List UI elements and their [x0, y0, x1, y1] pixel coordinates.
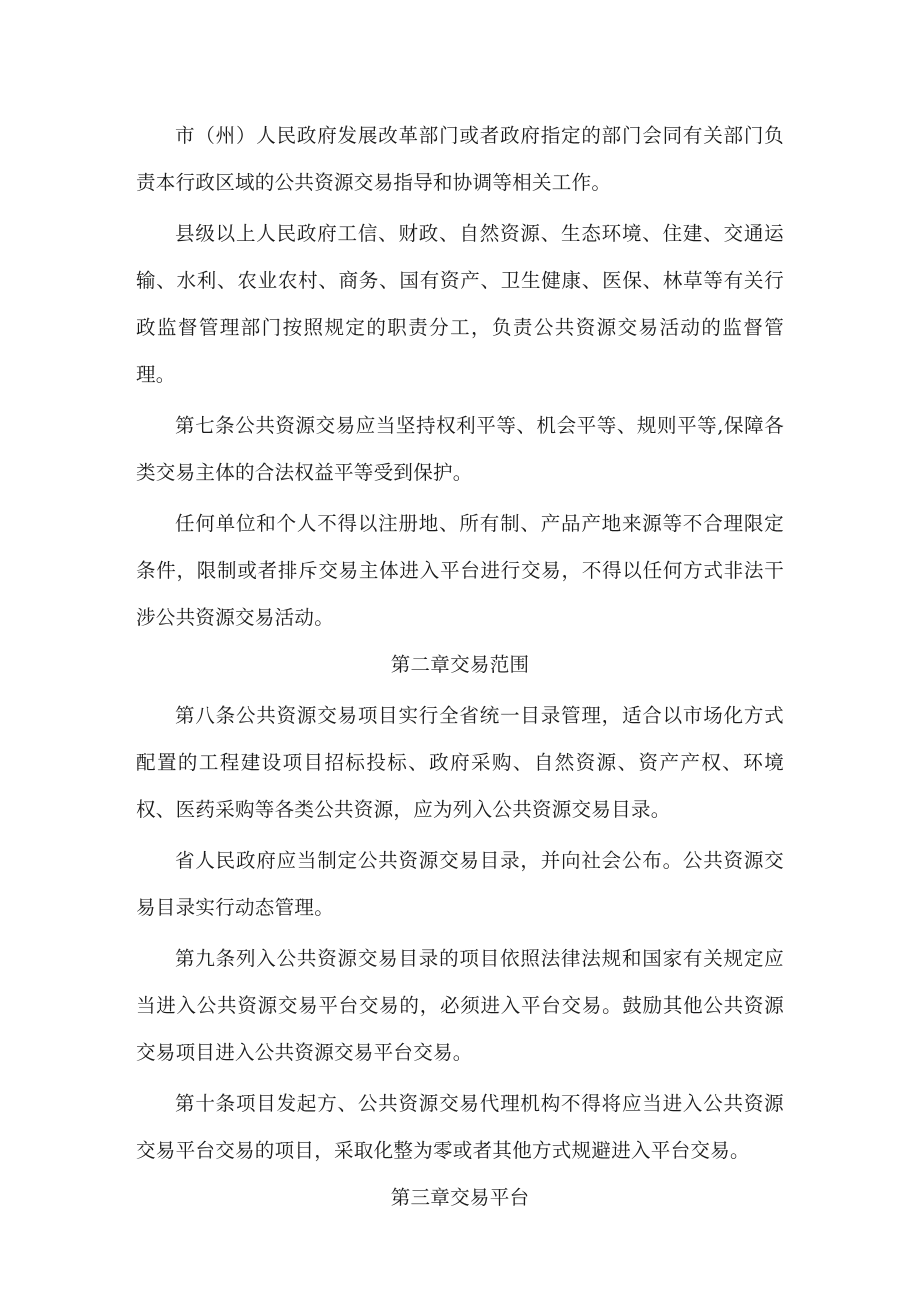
paragraph-article-10: 第十条项目发起方、公共资源交易代理机构不得将应当进入公共资源交易平台交易的项目，采取化整为零或者其他方式规避进入平台交易。 — [136, 1092, 784, 1162]
paragraph-article-9: 第九条列入公共资源交易目录的项目依照法律法规和国家有关规定应当进入公共资源交易平台交易的，必须进入平台交易。鼓励其他公共资源交易项目进入公共资源交易平台交易。 — [136, 947, 784, 1064]
paragraph-supervision-departments: 县级以上人民政府工信、财政、自然资源、生态环境、住建、交通运输、水利、农业农村、商务、国有资产、卫生健康、医保、林草等有关行政监督管理部门按照规定的职责分工，负责公共资源交易活动的监督管理。 — [136, 222, 784, 386]
chapter-3-heading: 第三章交易平台 — [390, 1186, 530, 1209]
paragraph-article-7: 第七条公共资源交易应当坚持权利平等、机会平等、规则平等,保障各类交易主体的合法权益平等受到保护。 — [136, 414, 784, 484]
document-page — [136, 112, 784, 1221]
paragraph-municipal-coordination: 市（州）人民政府发展改革部门或者政府指定的部门会同有关部门负责本行政区域的公共资源交易指导和协调等相关工作。 — [136, 124, 784, 194]
paragraph-catalog-publication: 省人民政府应当制定公共资源交易目录，并向社会公布。公共资源交易目录实行动态管理。 — [136, 849, 784, 919]
paragraph-article-8: 第八条公共资源交易项目实行全省统一目录管理，适合以市场化方式配置的工程建设项目招标投标、政府采购、自然资源、资产产权、环境权、医药采购等各类公共资源，应为列入公共资源交易目录。 — [136, 704, 784, 821]
paragraph-non-discrimination: 任何单位和个人不得以注册地、所有制、产品产地来源等不合理限定条件，限制或者排斥交易主体进入平台进行交易，不得以任何方式非法干涉公共资源交易活动。 — [136, 512, 784, 629]
chapter-2-heading: 第二章交易范围 — [390, 653, 530, 676]
